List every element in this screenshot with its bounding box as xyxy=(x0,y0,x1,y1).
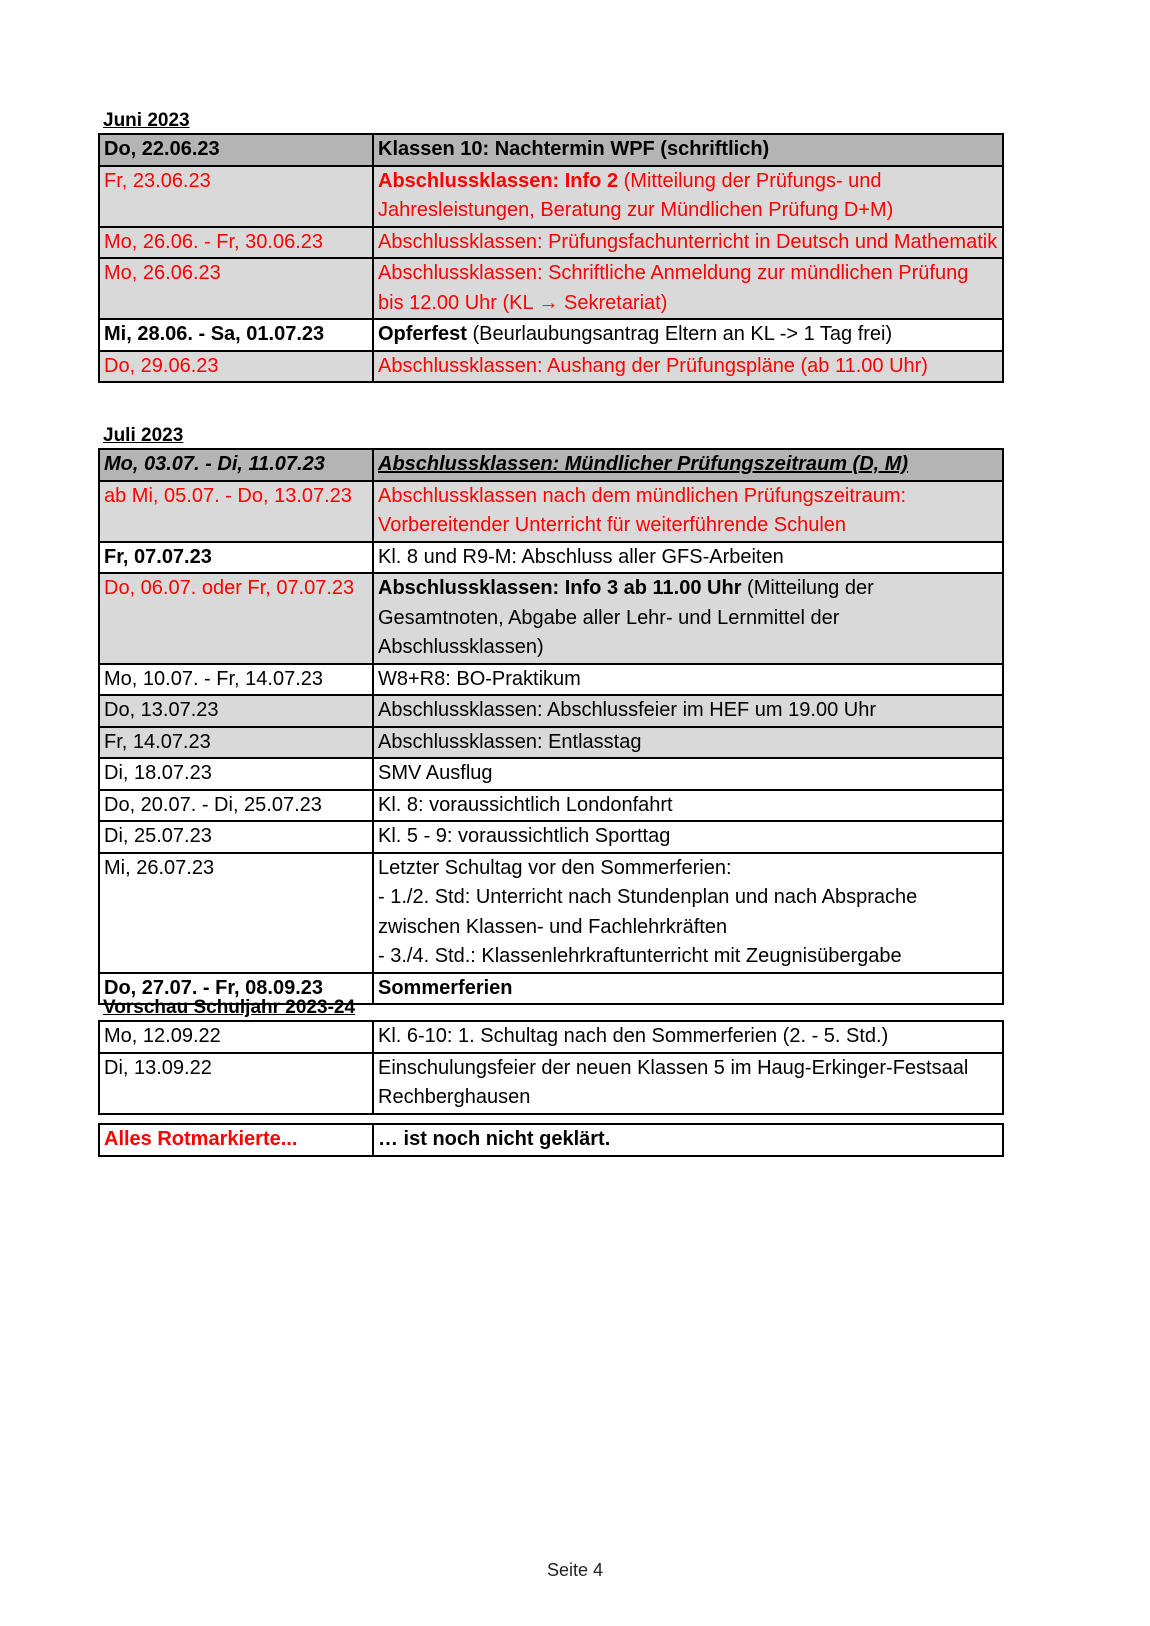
section-title-preview: Vorschau Schuljahr 2023-24 xyxy=(103,997,356,1018)
event-detail: Abschlussklassen: Schriftliche Anmeldung zur mündlichen Prüfung bis 12.00 Uhr (KL xyxy=(378,262,969,314)
event-description: Abschlussklassen: Aushang der Prüfungspläne (ab 11.00 Uhr) xyxy=(373,351,1003,383)
table-row xyxy=(99,319,1003,351)
table-row xyxy=(99,449,1003,481)
arrow-right-icon: → xyxy=(538,291,559,314)
event-description xyxy=(373,573,1003,664)
july-table xyxy=(98,448,1004,1005)
event-date: Mi, 26.07.23 xyxy=(99,853,373,973)
table-row xyxy=(99,1021,1003,1053)
event-description: Abschlussklassen nach dem mündlichen Prüfungszeitraum: Vorbereitender Unterricht für weiterführende Schulen xyxy=(373,481,1003,542)
event-date: Do, 22.06.23 xyxy=(99,134,373,166)
event-description: Sommerferien xyxy=(373,973,1003,1005)
event-date: Mi, 28.06. - Sa, 01.07.23 xyxy=(99,319,373,351)
event-description: Abschlussklassen: Abschlussfeier im HEF um 19.00 Uhr xyxy=(373,695,1003,727)
event-description: Abschlussklassen: Mündlicher Prüfungszeitraum (D, M) xyxy=(373,449,1003,481)
table-row xyxy=(99,1124,1003,1156)
table-row xyxy=(99,727,1003,759)
event-description: Einschulungsfeier der neuen Klassen 5 im Haug-Erkinger-Festsaal Rechberghausen xyxy=(373,1053,1003,1114)
section-title-june: Juni 2023 xyxy=(103,110,190,131)
event-description xyxy=(373,319,1003,351)
event-detail: (Beurlaubungsantrag Eltern an KL -> 1 Tag frei) xyxy=(466,323,893,345)
event-detail: (Mitteilung der Prüfungs- und Jahresleistungen, Beratung zur Mündlichen Prüfung D+M) xyxy=(378,169,894,221)
event-description: Abschlussklassen: Entlasstag xyxy=(373,727,1003,759)
table-row xyxy=(99,258,1003,319)
event-date: ab Mi, 05.07. - Do, 13.07.23 xyxy=(99,481,373,542)
event-line: - 3./4. Std.: Klassenlehrkraftunterricht mit Zeugnisübergabe xyxy=(378,945,902,967)
june-table xyxy=(98,133,1004,383)
table-row xyxy=(99,227,1003,259)
event-date: Do, 13.07.23 xyxy=(99,695,373,727)
table-row xyxy=(99,481,1003,542)
event-date: Do, 06.07. oder Fr, 07.07.23 xyxy=(99,573,373,664)
event-line: Letzter Schultag vor den Sommerferien: xyxy=(378,856,732,879)
table-row xyxy=(99,853,1003,973)
note-left: Alles Rotmarkierte... xyxy=(99,1124,373,1156)
event-date: Di, 18.07.23 xyxy=(99,758,373,790)
table-row xyxy=(99,758,1003,790)
event-detail-after: Sekretariat) xyxy=(558,291,668,314)
event-date: Fr, 23.06.23 xyxy=(99,166,373,227)
event-highlight: Abschlussklassen: Info 2 xyxy=(378,169,619,192)
event-date: Di, 25.07.23 xyxy=(99,821,373,853)
table-row xyxy=(99,790,1003,822)
table-row xyxy=(99,1053,1003,1114)
note-right: … ist noch nicht geklärt. xyxy=(373,1124,1003,1156)
event-description xyxy=(373,166,1003,227)
event-description: Kl. 8 und R9-M: Abschluss aller GFS-Arbeiten xyxy=(373,542,1003,574)
event-description: Abschlussklassen: Prüfungsfachunterricht in Deutsch und Mathematik xyxy=(373,227,1003,259)
legend-note-table xyxy=(98,1123,1004,1157)
event-description: SMV Ausflug xyxy=(373,758,1003,790)
event-description: Kl. 8: voraussichtlich Londonfahrt xyxy=(373,790,1003,822)
event-date: Mo, 26.06.23 xyxy=(99,258,373,319)
table-row xyxy=(99,573,1003,664)
event-date: Mo, 26.06. - Fr, 30.06.23 xyxy=(99,227,373,259)
table-row xyxy=(99,821,1003,853)
page-number: Seite 4 xyxy=(546,1560,604,1580)
event-highlight: Abschlussklassen: Info 3 ab 11.00 Uhr xyxy=(378,577,742,599)
table-row xyxy=(99,351,1003,383)
event-line: - 1./2. Std: Unterricht nach Stundenplan und nach Absprache zwischen Klassen- und Fachlehrkräften xyxy=(378,886,918,938)
table-row xyxy=(99,166,1003,227)
event-date: Mo, 10.07. - Fr, 14.07.23 xyxy=(99,664,373,696)
event-date: Di, 13.09.22 xyxy=(99,1053,373,1114)
preview-table xyxy=(98,1020,1004,1115)
table-row xyxy=(99,542,1003,574)
event-highlight: Opferfest xyxy=(378,323,467,345)
table-row xyxy=(99,695,1003,727)
event-date: Mo, 03.07. - Di, 11.07.23 xyxy=(99,449,373,481)
section-title-july: Juli 2023 xyxy=(103,425,184,446)
event-date: Do, 27.07. - Fr, 08.09.23 xyxy=(99,973,373,1005)
event-date: Mo, 12.09.22 xyxy=(99,1021,373,1053)
event-description: W8+R8: BO-Praktikum xyxy=(373,664,1003,696)
event-description: Kl. 5 - 9: voraussichtlich Sporttag xyxy=(373,821,1003,853)
event-date: Do, 29.06.23 xyxy=(99,351,373,383)
event-description xyxy=(373,258,1003,319)
event-description: Kl. 6-10: 1. Schultag nach den Sommerferien (2. - 5. Std.) xyxy=(373,1021,1003,1053)
event-date: Fr, 07.07.23 xyxy=(99,542,373,574)
event-date: Do, 20.07. - Di, 25.07.23 xyxy=(99,790,373,822)
event-description: Klassen 10: Nachtermin WPF (schriftlich) xyxy=(373,134,1003,166)
table-row xyxy=(99,134,1003,166)
event-detail: (Mitteilung der Gesamtnoten, Abgabe aller Lehr- und Lernmittel der Abschlussklassen) xyxy=(378,577,874,658)
table-row xyxy=(99,664,1003,696)
event-date: Fr, 14.07.23 xyxy=(99,727,373,759)
event-description xyxy=(373,853,1003,973)
